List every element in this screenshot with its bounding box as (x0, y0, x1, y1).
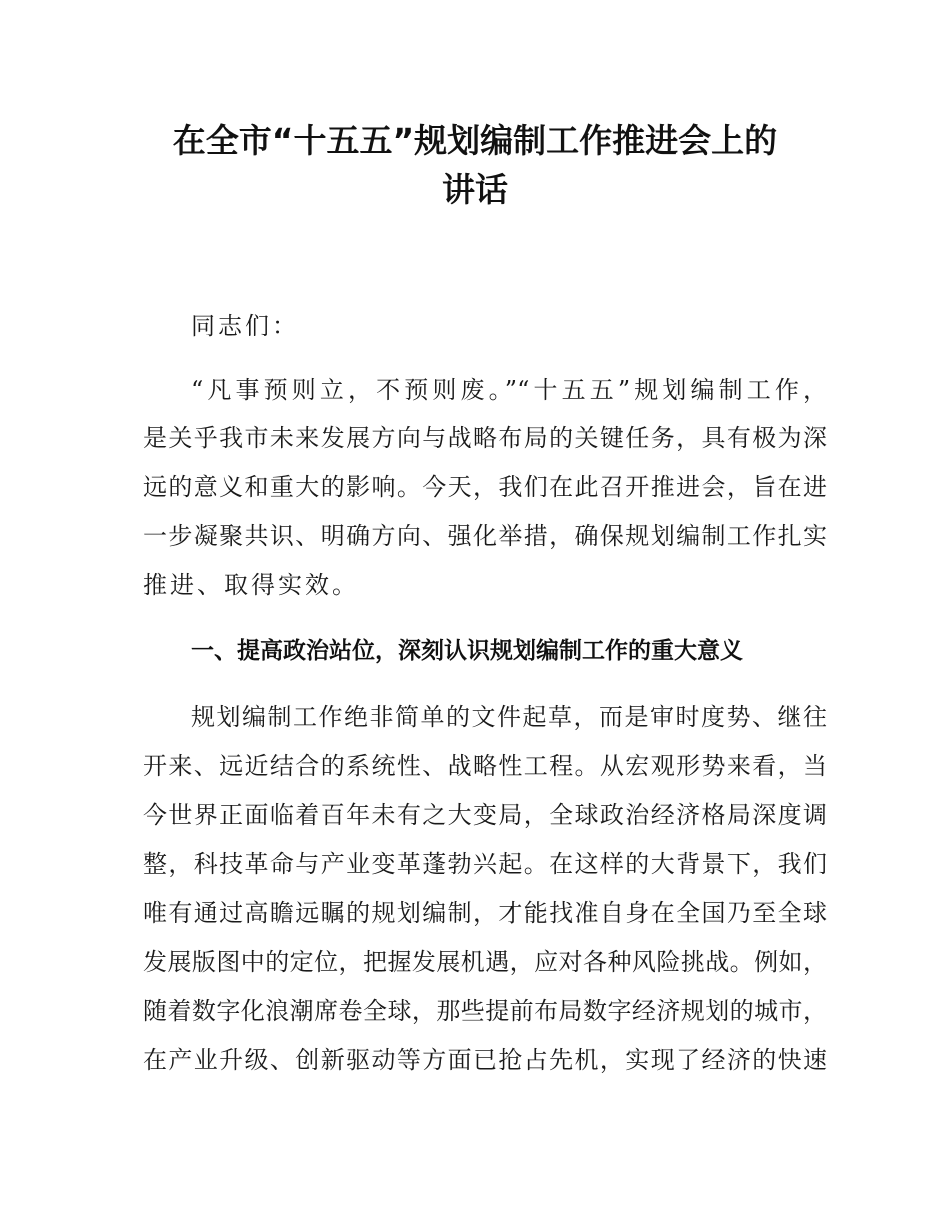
paragraph-1-line-5: 推进、取得实效。 (143, 571, 359, 599)
paragraph-1-line-1: “凡事预则立，不预则废。”“十五五”规划编制工作， (191, 376, 827, 404)
paragraph-2-line-7: 随着数字化浪潮席卷全球，那些提前布局数字经济规划的城市， (143, 997, 827, 1025)
salutation: 同志们： (191, 312, 299, 340)
paragraph-1-line-3: 远的意义和重大的影响。今天，我们在此召开推进会，旨在进 (143, 473, 827, 501)
paragraph-2-line-6: 发展版图中的定位，把握发展机遇，应对各种风险挑战。例如， (143, 948, 827, 976)
paragraph-2-line-3: 今世界正面临着百年未有之大变局，全球政治经济格局深度调 (143, 801, 827, 829)
paragraph-1-line-2: 是关乎我市未来发展方向与战略布局的关键任务，具有极为深 (143, 424, 827, 452)
paragraph-2-line-8: 在产业升级、创新驱动等方面已抢占先机，实现了经济的快速 (143, 1046, 827, 1074)
paragraph-2-line-1: 规划编制工作绝非简单的文件起草，而是审时度势、继往 (191, 703, 827, 731)
paragraph-2-line-2: 开来、远近结合的系统性、战略性工程。从宏观形势来看，当 (143, 752, 827, 780)
paragraph-1-line-4: 一步凝聚共识、明确方向、强化举措，确保规划编制工作扎实 (143, 522, 827, 550)
document-title-line-2: 讲话 (442, 170, 508, 209)
paragraph-2-line-4: 整，科技革命与产业变革蓬勃兴起。在这样的大背景下，我们 (143, 850, 827, 878)
section-heading-1: 一、提高政治站位，深刻认识规划编制工作的重大意义 (191, 638, 743, 664)
document-title-line-1: 在全市“十五五”规划编制工作推进会上的 (172, 121, 778, 160)
paragraph-2-line-5: 唯有通过高瞻远瞩的规划编制，才能找准自身在全国乃至全球 (143, 899, 827, 927)
